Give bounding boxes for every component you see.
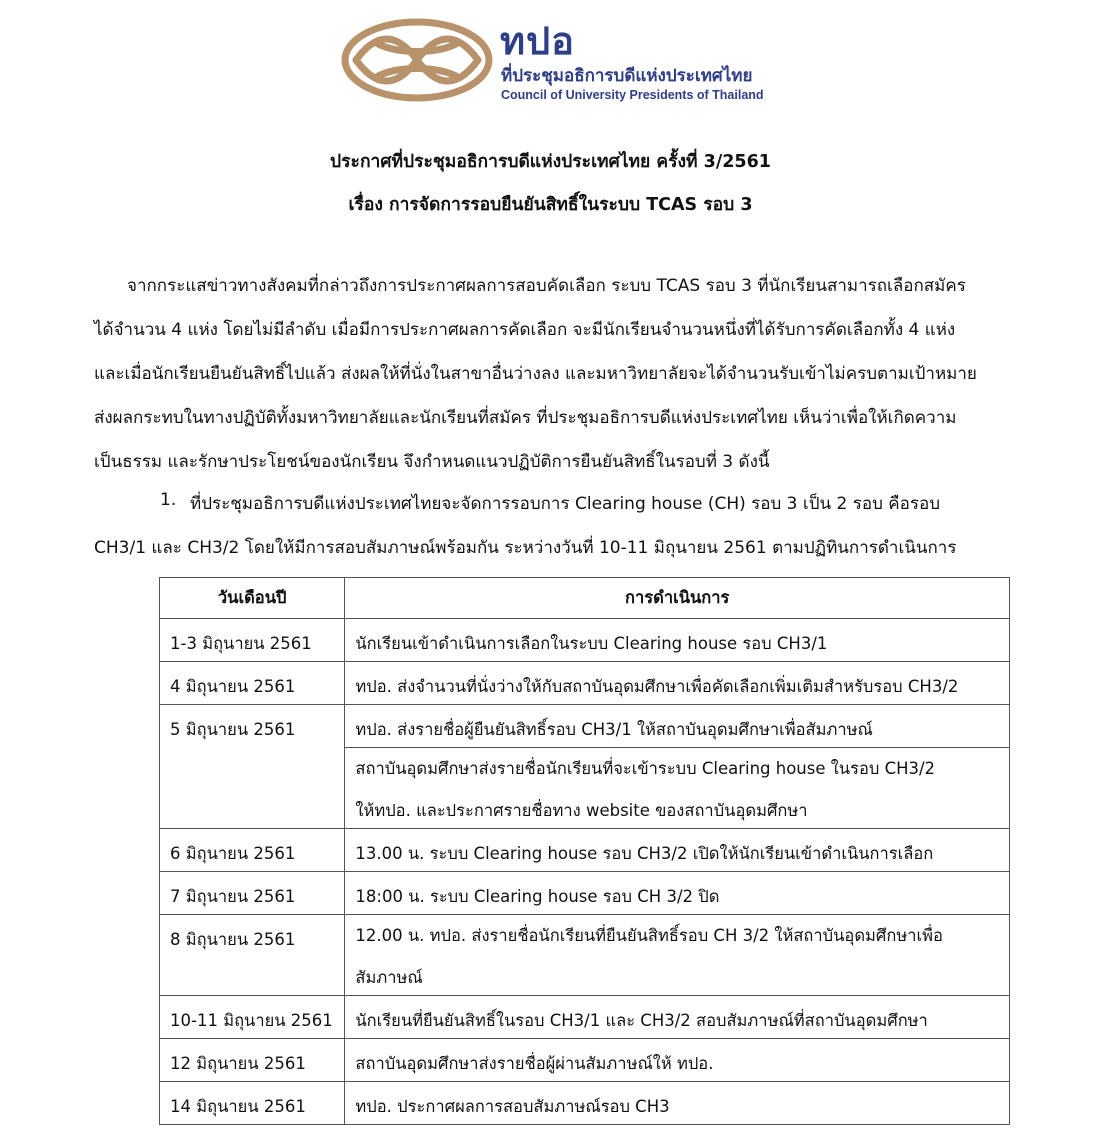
action-line: ให้ทปอ. และประกาศรายชื่อทาง website ของสถาบันอุดมศึกษา <box>355 801 808 820</box>
table-row <box>160 619 1010 662</box>
action-line: 12.00 น. ทปอ. ส่งรายชื่อนักเรียนที่ยืนยันสิทธิ์รอบ CH 3/2 ให้สถาบันอุดมศึกษาเพื่อ <box>355 926 943 945</box>
logo-thai-name: ที่ประชุมอธิการบดีแห่งประเทศไทย <box>501 66 753 86</box>
date-cell: 6 มิถุนายน 2561 <box>160 829 345 872</box>
action-cell: ทปอ. ส่งรายชื่อผู้ยืนยันสิทธิ์รอบ CH3/1 ให้สถาบันอุดมศึกษาเพื่อสัมภาษณ์ <box>345 705 1010 748</box>
date-cell: 12 มิถุนายน 2561 <box>160 1039 345 1082</box>
table-row <box>160 662 1010 705</box>
table-row <box>160 915 1010 996</box>
table-row <box>160 996 1010 1039</box>
action-cell: ทปอ. ส่งจำนวนที่นั่งว่างให้กับสถาบันอุดมศึกษาเพื่อคัดเลือกเพิ่มเติมสำหรับรอบ CH3/2 <box>345 662 1010 705</box>
table-row <box>160 829 1010 872</box>
action-cell: 13.00 น. ระบบ Clearing house รอบ CH3/2 เปิดให้นักเรียนเข้าดำเนินการเลือก <box>345 829 1010 872</box>
item-line: CH3/1 และ CH3/2 โดยให้มีการสอบสัมภาษณ์พร้อมกัน ระหว่างวันที่ 10-11 มิถุนายน 2561 ตามปฏิทินการดำเนินการ <box>94 538 957 558</box>
cupt-logo-icon <box>338 14 496 106</box>
table-row <box>160 705 1010 748</box>
table-header-row <box>160 578 1010 619</box>
action-cell <box>345 748 1010 829</box>
announcement-subject: เรื่อง การจัดการรอบยืนยันสิทธิ์ในระบบ TCAS รอบ 3 <box>348 195 753 215</box>
action-cell: นักเรียนเข้าดำเนินการเลือกในระบบ Clearing house รอบ CH3/1 <box>345 619 1010 662</box>
logo-english-name: Council of University Presidents of Thailand <box>501 88 764 102</box>
action-cell: ทปอ. ประกาศผลการสอบสัมภาษณ์รอบ CH3 <box>345 1082 1010 1125</box>
intro-line: เป็นธรรม และรักษาประโยชน์ของนักเรียน จึงกำหนดแนวปฏิบัติการยืนยันสิทธิ์ในรอบที่ 3 ดังนี้ <box>94 452 770 472</box>
column-header-action: การดำเนินการ <box>345 578 1010 619</box>
schedule-table <box>159 577 1010 1125</box>
date-cell: 10-11 มิถุนายน 2561 <box>160 996 345 1039</box>
intro-line: และเมื่อนักเรียนยืนยันสิทธิ์ไปแล้ว ส่งผลให้ที่นั่งในสาขาอื่นว่างลง และมหาวิทยาลัยจะได้จำนวนรับเข้าไม่ครบตามเป้าหมาย <box>94 364 977 384</box>
table-row <box>160 1039 1010 1082</box>
date-cell: 8 มิถุนายน 2561 <box>160 915 345 996</box>
table-row <box>160 872 1010 915</box>
intro-line: ได้จำนวน 4 แห่ง โดยไม่มีลำดับ เมื่อมีการประกาศผลการคัดเลือก จะมีนักเรียนจำนวนหนึ่งที่ได้รับการคัดเลือกทั้ง 4 แห่ง <box>94 320 956 340</box>
action-cell: 18:00 น. ระบบ Clearing house รอบ CH 3/2 ปิด <box>345 872 1010 915</box>
action-cell <box>345 915 1010 996</box>
announcement-title: ประกาศที่ประชุมอธิการบดีแห่งประเทศไทย ครั้งที่ 3/2561 <box>330 152 771 172</box>
intro-line: ส่งผลกระทบในทางปฏิบัติทั้งมหาวิทยาลัยและนักเรียนที่สมัคร ที่ประชุมอธิการบดีแห่งประเทศไทย เห็นว่าเพื่อให้เกิดความ <box>94 408 957 428</box>
action-line: สัมภาษณ์ <box>355 968 423 987</box>
action-line: สถาบันอุดมศึกษาส่งรายชื่อนักเรียนที่จะเข้าระบบ Clearing house ในรอบ CH3/2 <box>355 759 936 778</box>
date-cell: 4 มิถุนายน 2561 <box>160 662 345 705</box>
table-row <box>160 1082 1010 1125</box>
date-cell: 5 มิถุนายน 2561 <box>160 705 345 829</box>
logo-abbreviation: ทปอ <box>500 19 575 63</box>
item-number: 1. <box>160 490 177 510</box>
header <box>338 14 778 110</box>
action-cell: นักเรียนที่ยืนยันสิทธิ์ในรอบ CH3/1 และ CH3/2 สอบสัมภาษณ์ที่สถาบันอุดมศึกษา <box>345 996 1010 1039</box>
item-line: ที่ประชุมอธิการบดีแห่งประเทศไทยจะจัดการรอบการ Clearing house (CH) รอบ 3 เป็น 2 รอบ คือรอบ <box>190 494 940 514</box>
intro-line: จากกระแสข่าวทางสังคมที่กล่าวถึงการประกาศผลการสอบคัดเลือก ระบบ TCAS รอบ 3 ที่นักเรียนสามารถเลือกสมัคร <box>127 276 966 296</box>
date-cell: 7 มิถุนายน 2561 <box>160 872 345 915</box>
column-header-date: วันเดือนปี <box>160 578 345 619</box>
action-cell: สถาบันอุดมศึกษาส่งรายชื่อผู้ผ่านสัมภาษณ์ให้ ทปอ. <box>345 1039 1010 1082</box>
date-cell: 14 มิถุนายน 2561 <box>160 1082 345 1125</box>
date-cell: 1-3 มิถุนายน 2561 <box>160 619 345 662</box>
